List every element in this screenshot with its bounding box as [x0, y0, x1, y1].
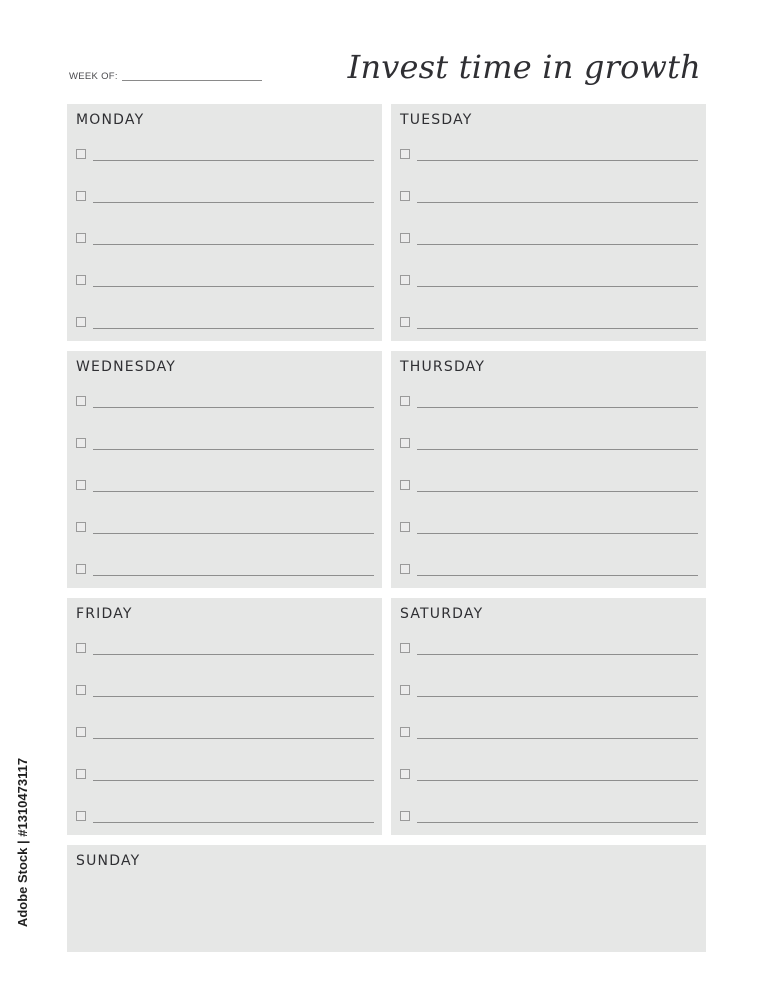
task-row: [76, 781, 374, 823]
task-list: [400, 134, 698, 329]
day-title-wednesday: WEDNESDAY: [76, 359, 177, 375]
day-title-saturday: SATURDAY: [400, 606, 484, 622]
checkbox[interactable]: [400, 769, 410, 779]
task-row: [400, 381, 698, 408]
task-row: [76, 697, 374, 739]
day-box-friday: [67, 598, 382, 835]
checkbox[interactable]: [400, 480, 410, 490]
headline: Invest time in growth: [347, 48, 701, 86]
checkbox[interactable]: [76, 685, 86, 695]
day-box-wednesday: [67, 351, 382, 588]
task-line[interactable]: [93, 575, 374, 576]
week-of-label: WEEK OF:: [69, 71, 118, 82]
day-title-friday: FRIDAY: [76, 606, 133, 622]
task-row: [400, 628, 698, 655]
task-row: [76, 450, 374, 492]
checkbox[interactable]: [76, 191, 86, 201]
checkbox[interactable]: [76, 317, 86, 327]
checkbox[interactable]: [76, 438, 86, 448]
task-row: [76, 381, 374, 408]
week-of-field: [69, 72, 262, 82]
task-row: [76, 161, 374, 203]
checkbox[interactable]: [76, 643, 86, 653]
day-box-monday: [67, 104, 382, 341]
task-line[interactable]: [417, 328, 698, 329]
checkbox[interactable]: [400, 438, 410, 448]
checkbox[interactable]: [76, 564, 86, 574]
task-row: [76, 203, 374, 245]
checkbox[interactable]: [76, 727, 86, 737]
checkbox[interactable]: [76, 396, 86, 406]
task-row: [76, 134, 374, 161]
task-list: [76, 628, 374, 823]
checkbox[interactable]: [400, 233, 410, 243]
checkbox[interactable]: [400, 685, 410, 695]
task-row: [400, 534, 698, 576]
checkbox[interactable]: [400, 396, 410, 406]
task-list: [76, 134, 374, 329]
day-box-thursday: [391, 351, 706, 588]
checkbox[interactable]: [76, 811, 86, 821]
checkbox[interactable]: [76, 769, 86, 779]
checkbox[interactable]: [400, 643, 410, 653]
checkbox[interactable]: [400, 191, 410, 201]
checkbox[interactable]: [400, 564, 410, 574]
checkbox[interactable]: [400, 275, 410, 285]
checkbox[interactable]: [76, 275, 86, 285]
checkbox[interactable]: [400, 317, 410, 327]
task-row: [76, 408, 374, 450]
task-row: [400, 655, 698, 697]
checkbox[interactable]: [400, 149, 410, 159]
day-title-sunday: SUNDAY: [76, 853, 141, 869]
task-row: [400, 781, 698, 823]
task-row: [400, 450, 698, 492]
task-row: [76, 492, 374, 534]
checkbox[interactable]: [76, 522, 86, 532]
task-row: [76, 534, 374, 576]
checkbox[interactable]: [400, 811, 410, 821]
task-row: [400, 203, 698, 245]
task-line[interactable]: [417, 575, 698, 576]
task-list: [76, 381, 374, 576]
task-row: [400, 287, 698, 329]
task-list: [400, 381, 698, 576]
day-box-saturday: [391, 598, 706, 835]
checkbox[interactable]: [76, 480, 86, 490]
task-row: [400, 739, 698, 781]
task-list: [400, 628, 698, 823]
checkbox[interactable]: [400, 727, 410, 737]
day-box-tuesday: [391, 104, 706, 341]
stock-watermark-label: [12, 757, 34, 927]
day-title-tuesday: TUESDAY: [400, 112, 473, 128]
day-box-sunday[interactable]: [67, 845, 706, 952]
task-line[interactable]: [93, 328, 374, 329]
task-row: [76, 739, 374, 781]
checkbox[interactable]: [400, 522, 410, 532]
week-of-blank-line[interactable]: [122, 80, 262, 81]
stock-watermark-text: Adobe Stock | #1310473117: [15, 757, 31, 927]
task-row: [400, 161, 698, 203]
task-row: [76, 628, 374, 655]
task-line[interactable]: [93, 822, 374, 823]
task-row: [76, 287, 374, 329]
task-row: [76, 245, 374, 287]
day-title-monday: MONDAY: [76, 112, 145, 128]
day-title-thursday: THURSDAY: [400, 359, 486, 375]
checkbox[interactable]: [76, 149, 86, 159]
task-row: [400, 492, 698, 534]
task-row: [400, 245, 698, 287]
checkbox[interactable]: [76, 233, 86, 243]
task-row: [400, 408, 698, 450]
task-row: [400, 697, 698, 739]
task-line[interactable]: [417, 822, 698, 823]
task-row: [400, 134, 698, 161]
task-row: [76, 655, 374, 697]
